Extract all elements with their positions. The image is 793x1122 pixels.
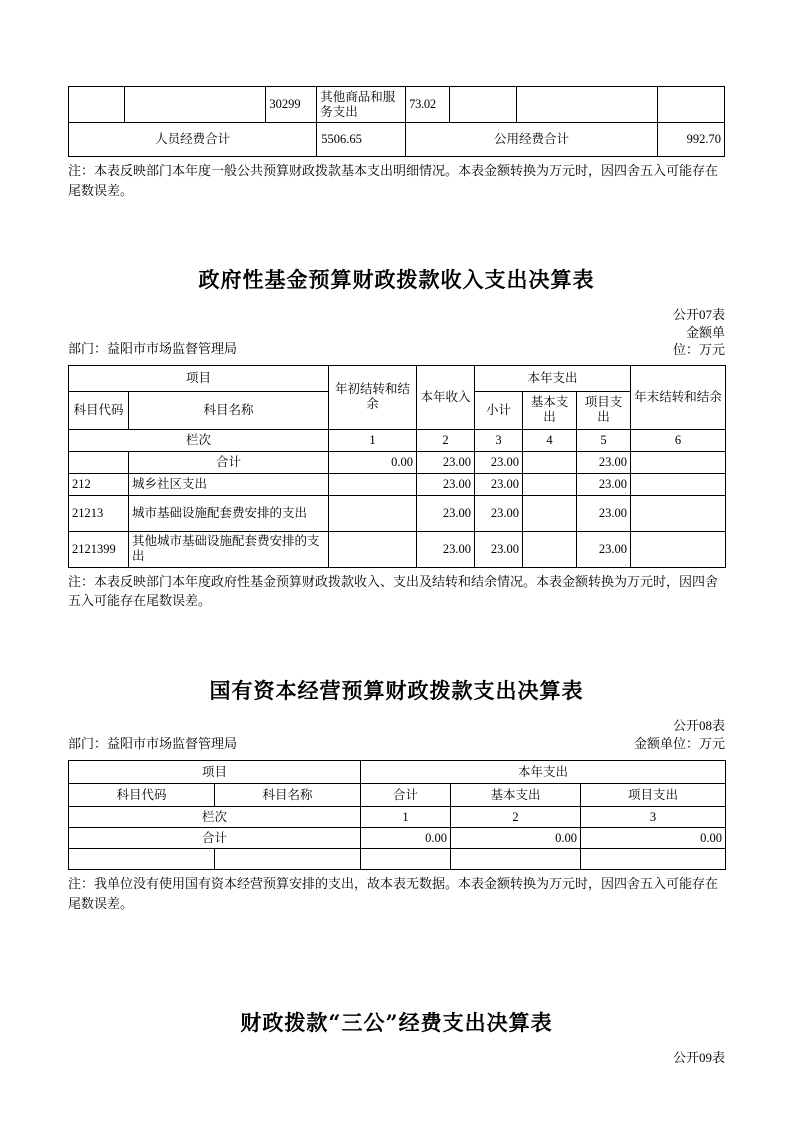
table-08-note: 注：我单位没有使用国有资本经营预算安排的支出，故本表无数据。本表金额转换为万元时，因四舍五入可能存在尾数误差。: [68, 876, 719, 911]
table-column-number-row: [69, 807, 726, 828]
header-subtotal: 小计: [475, 391, 523, 429]
cell-name: 其他城市基础设施配套费安排的支出: [129, 531, 329, 567]
table-header-row: [69, 365, 726, 391]
cell-basic: [523, 451, 577, 473]
header-begin-balance: 年初结转和结余: [329, 365, 417, 429]
table-06-note: 注：本表反映部门本年度一般公共预算财政拨款基本支出明细情况。本表金额转换为万元时，因四舍五入可能存在尾数误差。: [68, 163, 719, 198]
columns-label: 栏次: [69, 429, 329, 451]
header-year-income: 本年收入: [417, 365, 475, 429]
cell-year-income: 23.00: [417, 495, 475, 531]
table-08-title: 国有资本经营预算财政拨款支出决算表: [209, 677, 584, 703]
col-num-3: 3: [581, 807, 726, 828]
header-year-expend-group: 本年支出: [361, 761, 726, 784]
cell-basic: 0.00: [451, 828, 581, 849]
cell-total-label: 合计: [69, 828, 361, 849]
table-08: [68, 760, 726, 870]
table-row: [69, 828, 726, 849]
cell-end-balance: [631, 531, 726, 567]
header-basic: 基本支出: [523, 391, 577, 429]
table-07-department: 部门：益阳市市场监督管理局: [68, 340, 238, 356]
cell-name: 城乡社区支出: [129, 473, 329, 495]
cell-name: 其他商品和服务支出: [317, 87, 406, 123]
table-07-unit: 金额单位：万元: [672, 324, 725, 357]
cell-public-total-label: 公用经费合计: [406, 123, 658, 157]
cell-name: [215, 849, 361, 870]
header-project: 项目支出: [581, 784, 726, 807]
cell-name: 合计: [129, 451, 329, 473]
header-name: 科目名称: [129, 391, 329, 429]
cell-public-total-value: 992.70: [657, 123, 724, 157]
cell-begin-balance: [329, 531, 417, 567]
cell-year-income: 23.00: [417, 473, 475, 495]
page-content: [68, 86, 725, 1068]
col-num-1: 1: [329, 429, 417, 451]
table-header-row: [69, 761, 726, 784]
table-09-title: 财政拨款“三公”经费支出决算表: [240, 1010, 553, 1036]
table-row: [69, 849, 726, 870]
cell-total: [361, 849, 451, 870]
cell-project: 23.00: [577, 495, 631, 531]
cell-basic: [523, 473, 577, 495]
col-num-2: 2: [417, 429, 475, 451]
table-total-row: [69, 123, 725, 157]
table-row: [69, 473, 726, 495]
header-code: 科目代码: [69, 391, 129, 429]
col-num-2: 2: [451, 807, 581, 828]
cell-code: 212: [69, 473, 129, 495]
header-project: 项目支出: [577, 391, 631, 429]
cell-personnel-total-label: 人员经费合计: [69, 123, 317, 157]
cell-subtotal: 23.00: [475, 531, 523, 567]
table-09-form-no: 公开09表: [672, 1050, 725, 1066]
header-project-group: 项目: [69, 761, 361, 784]
table-08-form-no: 公开08表: [672, 717, 725, 733]
cell-project: 23.00: [577, 473, 631, 495]
cell-basic: [523, 531, 577, 567]
cell-personnel-total-value: 5506.65: [317, 123, 406, 157]
table-row: [69, 87, 725, 123]
col-num-4: 4: [523, 429, 577, 451]
header-total: 合计: [361, 784, 451, 807]
cell-subtotal: 23.00: [475, 451, 523, 473]
table-07-title: 政府性基金预算财政拨款收入支出决算表: [198, 267, 595, 292]
cell-blank-2: [125, 87, 266, 123]
cell-code: [69, 849, 215, 870]
cell-end-balance: [631, 495, 726, 531]
cell-code: [69, 451, 129, 473]
table-08-unit: 金额单位：万元: [633, 736, 725, 752]
table-07: [68, 365, 726, 568]
table-08-department: 部门：益阳市市场监督管理局: [68, 736, 238, 752]
cell-end-balance: [631, 451, 726, 473]
cell-end-balance: [631, 473, 726, 495]
cell-name: 城市基础设施配套费安排的支出: [129, 495, 329, 531]
cell-year-income: 23.00: [417, 451, 475, 473]
header-year-expend-group: 本年支出: [475, 365, 631, 391]
col-num-6: 6: [631, 429, 726, 451]
col-num-5: 5: [577, 429, 631, 451]
cell-basic: [451, 849, 581, 870]
cell-amount: 73.02: [406, 87, 449, 123]
cell-subtotal: 23.00: [475, 473, 523, 495]
table-row: [69, 451, 726, 473]
table-column-number-row: [69, 429, 726, 451]
cell-blank-5: [657, 87, 724, 123]
col-num-1: 1: [361, 807, 451, 828]
cell-code: 30299: [266, 87, 317, 123]
cell-blank-1: [69, 87, 125, 123]
table-06-continuation: [68, 86, 725, 157]
cell-project: [581, 849, 726, 870]
cell-project: 23.00: [577, 451, 631, 473]
cell-begin-balance: [329, 473, 417, 495]
table-row: [69, 495, 726, 531]
header-code: 科目代码: [69, 784, 215, 807]
table-07-note: 注：本表反映部门本年度政府性基金预算财政拨款收入、支出及结转和结余情况。本表金额转换为万元时，因四舍五入可能存在尾数误差。: [68, 573, 719, 609]
cell-project: 23.00: [577, 531, 631, 567]
header-basic: 基本支出: [451, 784, 581, 807]
header-end-balance: 年末结转和结余: [631, 365, 726, 429]
columns-label: 栏次: [69, 807, 361, 828]
cell-code: 2121399: [69, 531, 129, 567]
cell-code: 21213: [69, 495, 129, 531]
table-row: [69, 531, 726, 567]
cell-blank-3: [449, 87, 516, 123]
cell-project: 0.00: [581, 828, 726, 849]
cell-basic: [523, 495, 577, 531]
table-header-row-2: [69, 784, 726, 807]
cell-blank-4: [516, 87, 657, 123]
cell-begin-balance: [329, 495, 417, 531]
cell-subtotal: 23.00: [475, 495, 523, 531]
cell-year-income: 23.00: [417, 531, 475, 567]
col-num-3: 3: [475, 429, 523, 451]
cell-total: 0.00: [361, 828, 451, 849]
cell-begin-balance: 0.00: [329, 451, 417, 473]
header-project-group: 项目: [69, 365, 329, 391]
header-name: 科目名称: [215, 784, 361, 807]
table-07-form-no: 公开07表: [672, 307, 725, 322]
